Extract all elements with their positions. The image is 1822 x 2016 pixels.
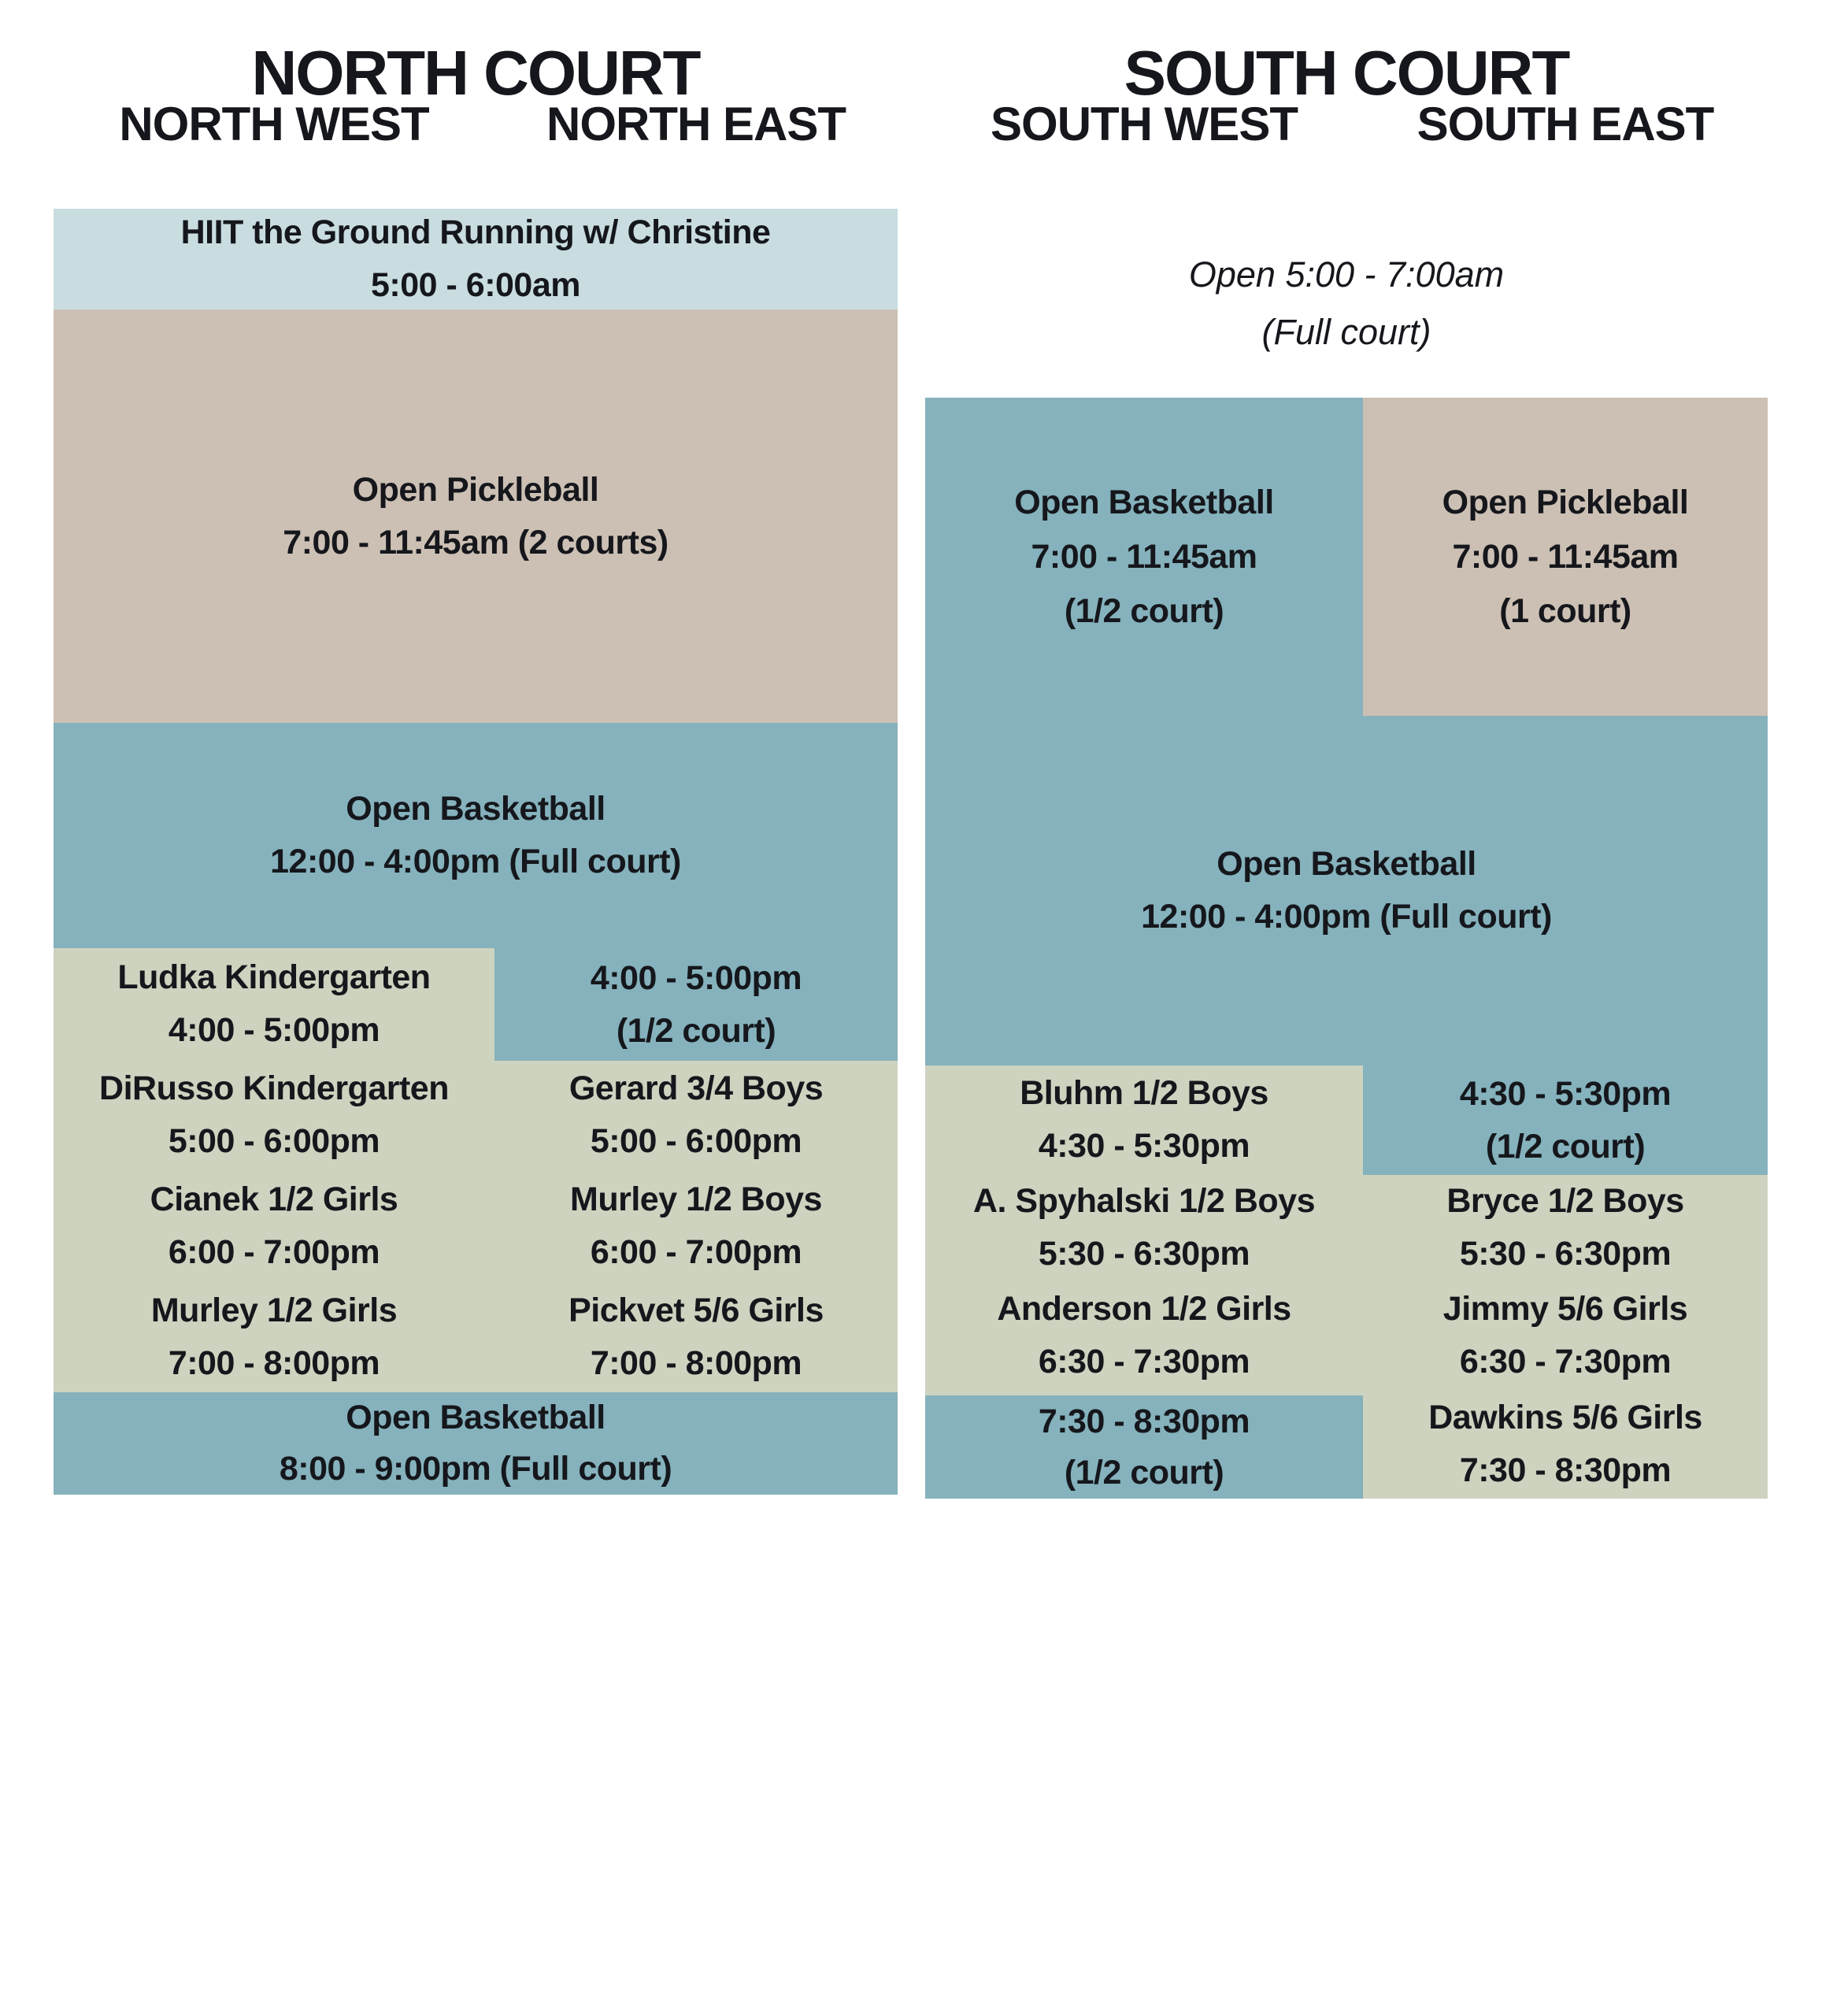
practice-entry-time: 4:30 - 5:30pm	[1038, 1126, 1250, 1165]
practice-entry	[925, 1173, 1363, 1281]
south-east-half-court-note: (1/2 court)	[1485, 1127, 1646, 1166]
practice-entry	[1363, 1173, 1768, 1281]
practice-entry	[1363, 1281, 1768, 1389]
south-east-header: SOUTH EAST	[1416, 98, 1714, 150]
south-open-note-detail: (Full court)	[1261, 312, 1431, 352]
north-open-pickleball-time: 7:00 - 11:45am (2 courts)	[283, 523, 668, 561]
south-open-pickleball-note: (1 court)	[1499, 591, 1631, 630]
south-open-pickleball-time: 7:00 - 11:45am	[1452, 537, 1679, 576]
practice-entry	[925, 1065, 1363, 1173]
north-hiit-time: 5:00 - 6:00am	[371, 266, 580, 304]
north-east-half-court-note: (1/2 court)	[616, 1011, 776, 1050]
north-hiit-block	[54, 209, 898, 309]
south-open-pickleball-name: Open Pickleball	[1442, 483, 1689, 521]
practice-entry	[1363, 1389, 1768, 1499]
north-open-basketball-midday-block	[54, 723, 898, 948]
south-open-basketball-half-block	[925, 398, 1363, 716]
north-east-header: NORTH EAST	[546, 98, 846, 150]
north-court-title: NORTH COURT	[251, 38, 700, 108]
south-east-half-court-time: 4:30 - 5:30pm	[1459, 1074, 1672, 1113]
south-open-note	[925, 244, 1768, 362]
practice-entry-time: 5:00 - 6:00pm	[590, 1121, 802, 1160]
practice-entry-name: Murley 1/2 Girls	[150, 1291, 398, 1329]
practice-entry-name: Jimmy 5/6 Girls	[1442, 1289, 1688, 1328]
north-open-pickleball-block	[54, 309, 898, 723]
north-east-half-court-block	[494, 948, 898, 1061]
practice-entry-name: Dawkins 5/6 Girls	[1428, 1398, 1702, 1436]
practice-entry-time: 4:00 - 5:00pm	[168, 1010, 380, 1049]
north-open-pickleball-name: Open Pickleball	[352, 470, 599, 509]
practice-entry-name: Murley 1/2 Boys	[570, 1180, 822, 1218]
north-east-half-court-time: 4:00 - 5:00pm	[590, 958, 802, 997]
practice-entry	[494, 1281, 898, 1392]
south-west-half-court-evening-note: (1/2 court)	[1064, 1453, 1224, 1492]
north-open-basketball-midday-name: Open Basketball	[346, 790, 605, 828]
south-open-basketball-midday-time: 12:00 - 4:00pm (Full court)	[1141, 898, 1552, 936]
north-hiit-name: HIIT the Ground Running w/ Christine	[180, 213, 771, 251]
south-east-half-court-block	[1363, 1065, 1768, 1175]
practice-entry-time: 6:00 - 7:00pm	[168, 1232, 380, 1271]
practice-entry-name: A. Spyhalski 1/2 Boys	[972, 1181, 1316, 1220]
practice-entry-name: Gerard 3/4 Boys	[568, 1069, 824, 1107]
practice-entry-time: 6:30 - 7:30pm	[1459, 1342, 1672, 1380]
practice-entry-name: DiRusso Kindergarten	[99, 1069, 449, 1107]
south-open-basketball-half-time: 7:00 - 11:45am	[1031, 537, 1257, 576]
practice-entry	[494, 1170, 898, 1281]
south-west-half-court-evening-time: 7:30 - 8:30pm	[1038, 1402, 1250, 1440]
practice-entry-time: 7:00 - 8:00pm	[168, 1343, 380, 1382]
practice-entry-name: Bryce 1/2 Boys	[1446, 1181, 1684, 1220]
practice-entry-time: 7:30 - 8:30pm	[1459, 1451, 1672, 1489]
north-open-basketball-evening-time: 8:00 - 9:00pm (Full court)	[279, 1450, 672, 1488]
practice-entry-time: 5:30 - 6:30pm	[1038, 1234, 1250, 1273]
practice-entry	[54, 1170, 494, 1281]
practice-entry-name: Bluhm 1/2 Boys	[1020, 1073, 1268, 1112]
practice-entry-name: Ludka Kindergarten	[117, 958, 431, 996]
practice-entry-name: Cianek 1/2 Girls	[150, 1180, 398, 1218]
south-open-basketball-midday-block	[925, 716, 1768, 1065]
practice-entry-name: Anderson 1/2 Girls	[997, 1289, 1291, 1328]
practice-entry-time: 5:30 - 6:30pm	[1459, 1234, 1672, 1273]
practice-entry	[54, 948, 494, 1059]
practice-entry-time: 5:00 - 6:00pm	[168, 1121, 380, 1160]
practice-entry-time: 6:00 - 7:00pm	[590, 1232, 802, 1271]
practice-entry	[54, 1059, 494, 1170]
south-west-header: SOUTH WEST	[991, 98, 1298, 150]
practice-entry-name: Pickvet 5/6 Girls	[568, 1291, 824, 1329]
south-open-basketball-half-name: Open Basketball	[1014, 483, 1274, 521]
south-open-basketball-half-note: (1/2 court)	[1064, 591, 1224, 630]
north-open-basketball-evening-name: Open Basketball	[346, 1399, 605, 1436]
south-open-basketball-midday-name: Open Basketball	[1217, 845, 1476, 883]
practice-entry-time: 7:00 - 8:00pm	[590, 1343, 802, 1382]
south-open-pickleball-block	[1363, 398, 1768, 716]
north-open-basketball-midday-time: 12:00 - 4:00pm (Full court)	[270, 843, 681, 880]
practice-entry	[54, 1281, 494, 1392]
north-west-header: NORTH WEST	[119, 98, 429, 150]
practice-entry	[925, 1281, 1363, 1389]
practice-entry-time: 6:30 - 7:30pm	[1038, 1342, 1250, 1380]
practice-entry	[494, 1059, 898, 1170]
south-west-half-court-evening-block	[925, 1395, 1363, 1499]
north-open-basketball-evening-block	[54, 1392, 898, 1495]
south-open-note-time: Open 5:00 - 7:00am	[1188, 254, 1505, 295]
south-court-title: SOUTH COURT	[1124, 38, 1569, 108]
